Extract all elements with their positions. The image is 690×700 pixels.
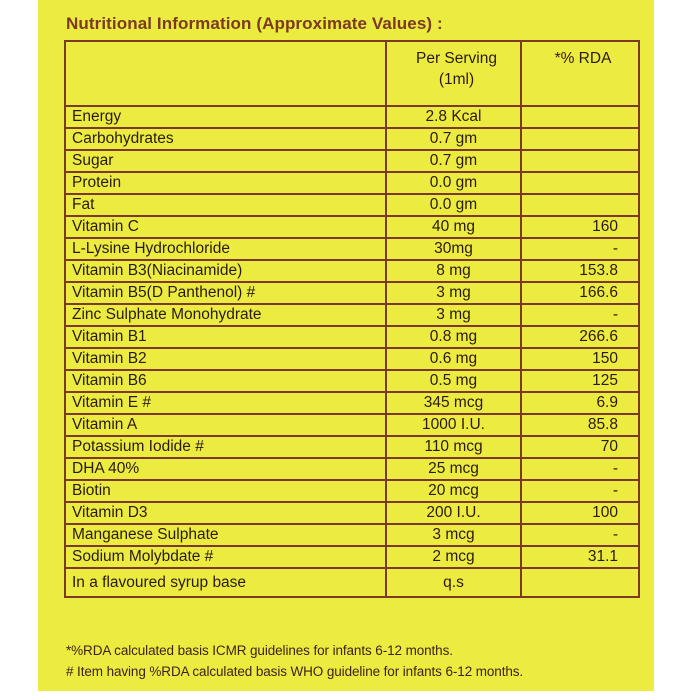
per-serving-value: 25 mcg xyxy=(386,458,521,480)
per-serving-value: 0.7 gm xyxy=(386,150,521,172)
per-serving-value: 8 mg xyxy=(386,260,521,282)
nutrient-name: In a flavoured syrup base xyxy=(65,568,386,597)
table-row xyxy=(65,502,639,524)
footnote-icmr: *%RDA calculated basis ICMR guidelines for infants 6-12 months. xyxy=(66,643,453,658)
nutrient-name: Manganese Sulphate xyxy=(65,524,386,546)
per-serving-value: 3 mg xyxy=(386,304,521,326)
nutrient-name: Potassium Iodide # xyxy=(65,436,386,458)
table-row xyxy=(65,458,639,480)
table-row xyxy=(65,326,639,348)
per-serving-value: 110 mcg xyxy=(386,436,521,458)
per-serving-value: 0.0 gm xyxy=(386,194,521,216)
per-serving-value: 2.8 Kcal xyxy=(386,106,521,128)
rda-value: - xyxy=(521,524,639,546)
table-row xyxy=(65,480,639,502)
table-row xyxy=(65,304,639,326)
nutrient-name: L-Lysine Hydrochloride xyxy=(65,238,386,260)
header-per-serving-line2: (1ml) xyxy=(438,71,475,88)
table-header-row xyxy=(65,41,639,106)
per-serving-value: 0.6 mg xyxy=(386,348,521,370)
per-serving-value: 200 I.U. xyxy=(386,502,521,524)
rda-value: 31.1 xyxy=(521,546,639,568)
nutrient-name: Zinc Sulphate Monohydrate xyxy=(65,304,386,326)
header-per-serving xyxy=(386,41,521,106)
rda-value: 153.8 xyxy=(521,260,639,282)
header-per-serving-line1: Per Serving xyxy=(416,50,497,67)
table-row xyxy=(65,282,639,304)
per-serving-value: 2 mcg xyxy=(386,546,521,568)
table-title: Nutritional Information (Approximate Values) : xyxy=(66,14,443,33)
table-row xyxy=(65,392,639,414)
footnote-who: # Item having %RDA calculated basis WHO guideline for infants 6-12 months. xyxy=(66,664,524,679)
table-row xyxy=(65,436,639,458)
nutrient-name: Sugar xyxy=(65,150,386,172)
per-serving-value: 0.8 mg xyxy=(386,326,521,348)
rda-value: 266.6 xyxy=(521,326,639,348)
nutrient-name: Biotin xyxy=(65,480,386,502)
table-row xyxy=(65,194,639,216)
per-serving-value: q.s xyxy=(386,568,521,597)
rda-value xyxy=(521,568,639,597)
rda-value: - xyxy=(521,238,639,260)
rda-value xyxy=(521,194,639,216)
table-row xyxy=(65,106,639,128)
table-row xyxy=(65,172,639,194)
nutrient-name: DHA 40% xyxy=(65,458,386,480)
per-serving-value: 0.0 gm xyxy=(386,172,521,194)
table-row xyxy=(65,216,639,238)
rda-value: 166.6 xyxy=(521,282,639,304)
header-nutrient xyxy=(65,41,386,106)
rda-value: - xyxy=(521,480,639,502)
rda-value xyxy=(521,172,639,194)
per-serving-value: 0.5 mg xyxy=(386,370,521,392)
table-row xyxy=(65,150,639,172)
table-row xyxy=(65,370,639,392)
nutrient-name: Vitamin C xyxy=(65,216,386,238)
nutrient-name: Fat xyxy=(65,194,386,216)
header-rda: *% RDA xyxy=(521,41,639,106)
rda-value: 70 xyxy=(521,436,639,458)
table-row xyxy=(65,568,639,597)
nutrient-name: Vitamin B2 xyxy=(65,348,386,370)
per-serving-value: 40 mg xyxy=(386,216,521,238)
rda-value xyxy=(521,128,639,150)
rda-value: 85.8 xyxy=(521,414,639,436)
table-row xyxy=(65,128,639,150)
per-serving-value: 3 mcg xyxy=(386,524,521,546)
nutrient-name: Vitamin B6 xyxy=(65,370,386,392)
nutrient-name: Energy xyxy=(65,106,386,128)
rda-value: 150 xyxy=(521,348,639,370)
rda-value: - xyxy=(521,458,639,480)
table-row xyxy=(65,546,639,568)
rda-value: 160 xyxy=(521,216,639,238)
nutrient-name: Sodium Molybdate # xyxy=(65,546,386,568)
table-row xyxy=(65,414,639,436)
table-row xyxy=(65,348,639,370)
table-row xyxy=(65,238,639,260)
nutrient-name: Vitamin E # xyxy=(65,392,386,414)
per-serving-value: 30mg xyxy=(386,238,521,260)
table-row xyxy=(65,524,639,546)
nutrient-name: Vitamin B3(Niacinamide) xyxy=(65,260,386,282)
nutrition-label-panel xyxy=(38,0,654,691)
nutrient-name: Protein xyxy=(65,172,386,194)
rda-value: 125 xyxy=(521,370,639,392)
nutrient-name: Vitamin B5(D Panthenol) # xyxy=(65,282,386,304)
rda-value xyxy=(521,150,639,172)
per-serving-value: 345 mcg xyxy=(386,392,521,414)
nutrition-table xyxy=(64,40,640,598)
rda-value: 6.9 xyxy=(521,392,639,414)
per-serving-value: 1000 I.U. xyxy=(386,414,521,436)
nutrient-name: Vitamin B1 xyxy=(65,326,386,348)
rda-value: - xyxy=(521,304,639,326)
table-row xyxy=(65,260,639,282)
per-serving-value: 20 mcg xyxy=(386,480,521,502)
nutrient-name: Vitamin D3 xyxy=(65,502,386,524)
per-serving-value: 0.7 gm xyxy=(386,128,521,150)
rda-value xyxy=(521,106,639,128)
nutrient-name: Carbohydrates xyxy=(65,128,386,150)
per-serving-value: 3 mg xyxy=(386,282,521,304)
nutrient-name: Vitamin A xyxy=(65,414,386,436)
rda-value: 100 xyxy=(521,502,639,524)
